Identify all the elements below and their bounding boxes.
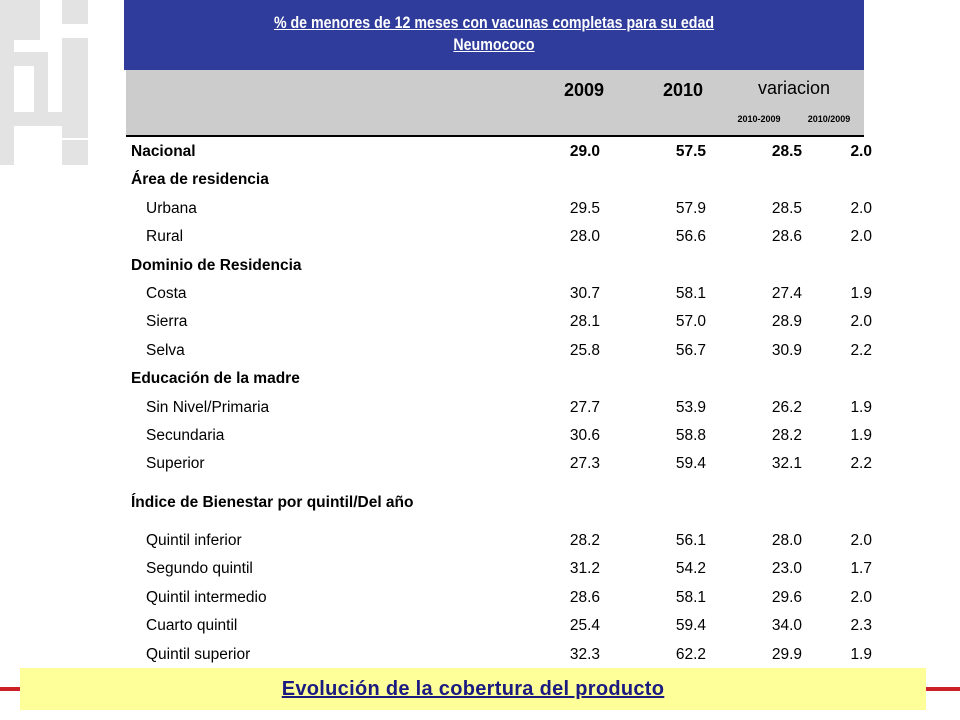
table-row (126, 526, 872, 554)
cell-2009: 30.7 (569, 284, 600, 302)
row-label: Quintil superior (146, 645, 251, 663)
cell-2010: 58.1 (675, 588, 706, 606)
row-label: Segundo quintil (146, 560, 253, 578)
cell-2010: 59.4 (675, 455, 706, 473)
cell-2009: 28.1 (569, 313, 600, 331)
row-label: Selva (146, 341, 185, 359)
cell-diff: 28.6 (771, 228, 802, 246)
category-label: Índice de Bienestar por quintil/Del año (131, 493, 414, 511)
row-label: Quintil intermedio (146, 588, 267, 606)
cell-2010: 57.0 (675, 313, 706, 331)
table-row (126, 336, 872, 364)
cell-2010: 58.8 (675, 426, 706, 444)
header-title: % de menores de 12 meses con vacunas completas para su edad (273, 14, 715, 32)
col-2009: 2009 (563, 80, 604, 100)
row-spacer (126, 516, 864, 526)
table-row (126, 449, 872, 477)
cell-diff: 28.5 (771, 199, 802, 217)
cell-2010: 56.7 (675, 341, 706, 359)
row-label: Sierra (146, 313, 188, 331)
col-variation-diff: 2010-2009 (737, 114, 781, 124)
cell-diff: 28.2 (771, 426, 802, 444)
table-row (126, 137, 872, 165)
cell-ratio: 2.0 (850, 588, 872, 606)
institution-logo (0, 0, 124, 165)
cell-2009: 28.6 (569, 588, 600, 606)
cell-2010: 62.2 (675, 645, 706, 663)
cell-diff: 27.4 (771, 284, 802, 302)
col-variation-ratio: 2010/2009 (807, 114, 851, 124)
table-row (126, 222, 872, 250)
cell-ratio: 1.9 (850, 426, 872, 444)
row-label: Quintil inferior (146, 532, 242, 550)
cell-ratio: 1.9 (850, 398, 872, 416)
cell-2009: 27.7 (569, 398, 600, 416)
cell-2010: 57.5 (675, 143, 706, 160)
table-row (126, 583, 872, 611)
row-label: Sin Nivel/Primaria (146, 398, 270, 416)
category-label: Dominio de Residencia (131, 256, 302, 274)
coverage-table (126, 70, 872, 669)
cell-ratio: 2.0 (850, 199, 872, 217)
cell-2010: 56.6 (675, 228, 706, 246)
cell-2010: 53.9 (675, 398, 706, 416)
row-label: Cuarto quintil (146, 617, 238, 635)
col-variation: variacion (757, 78, 831, 98)
cell-ratio: 2.0 (850, 532, 872, 550)
cell-2009: 29.0 (569, 143, 600, 160)
cell-diff: 23.0 (771, 560, 802, 578)
cell-ratio: 2.0 (850, 228, 872, 246)
cell-diff: 32.1 (771, 455, 802, 473)
table-row (126, 393, 872, 421)
table-category-row (126, 165, 864, 193)
cell-2009: 28.2 (569, 532, 600, 550)
cell-diff: 26.2 (771, 398, 802, 416)
cell-2010: 59.4 (675, 617, 706, 635)
table-category-row (126, 488, 864, 516)
category-label: Educación de la madre (131, 370, 300, 388)
row-label: Urbana (146, 199, 197, 217)
cell-ratio: 2.0 (850, 143, 872, 160)
cell-2009: 29.5 (569, 199, 600, 217)
cell-diff: 34.0 (771, 617, 802, 635)
table-row (126, 279, 872, 307)
slide-header (124, 0, 864, 70)
col-2010: 2010 (662, 80, 703, 100)
cell-2009: 25.8 (569, 341, 600, 359)
cell-ratio: 2.0 (850, 313, 872, 331)
table-category-row (126, 364, 864, 392)
cell-ratio: 1.7 (850, 560, 872, 578)
cell-diff: 29.6 (771, 588, 802, 606)
table-category-row (126, 251, 864, 279)
cell-diff: 28.0 (771, 532, 802, 550)
cell-diff: 29.9 (771, 645, 802, 663)
cell-2009: 25.4 (569, 617, 600, 635)
cell-2009: 27.3 (569, 455, 600, 473)
table-column-header (126, 70, 864, 137)
cell-diff: 28.5 (771, 143, 802, 160)
table-row (126, 611, 872, 639)
footer-title: Evolución de la cobertura del producto (281, 678, 665, 700)
cell-2009: 32.3 (569, 645, 600, 663)
row-label: Costa (146, 284, 187, 302)
cell-2010: 58.1 (675, 284, 706, 302)
cell-ratio: 2.3 (850, 617, 872, 635)
cell-2010: 57.9 (675, 199, 706, 217)
row-label: Superior (146, 455, 205, 473)
cell-diff: 28.9 (771, 313, 802, 331)
cell-2010: 56.1 (675, 532, 706, 550)
cell-2009: 30.6 (569, 426, 600, 444)
table-row (126, 307, 872, 335)
cell-ratio: 2.2 (850, 341, 872, 359)
category-label: Área de residencia (131, 171, 269, 189)
row-label: Rural (146, 228, 184, 246)
cell-2009: 31.2 (569, 560, 600, 578)
row-spacer (126, 478, 864, 488)
cell-ratio: 1.9 (850, 645, 872, 663)
header-subtitle: Neumococo (453, 36, 535, 54)
cell-ratio: 2.2 (850, 455, 872, 473)
table-row (126, 640, 872, 668)
cell-2010: 54.2 (675, 560, 706, 578)
table-row (126, 421, 872, 449)
cell-diff: 30.9 (771, 341, 802, 359)
footer-accent-line-right (925, 687, 960, 691)
row-label: Nacional (131, 143, 196, 160)
footer-banner (20, 668, 926, 710)
table-row (126, 194, 872, 222)
table-row (126, 554, 872, 582)
cell-2009: 28.0 (569, 228, 600, 246)
row-label: Secundaria (146, 426, 225, 444)
cell-ratio: 1.9 (850, 284, 872, 302)
